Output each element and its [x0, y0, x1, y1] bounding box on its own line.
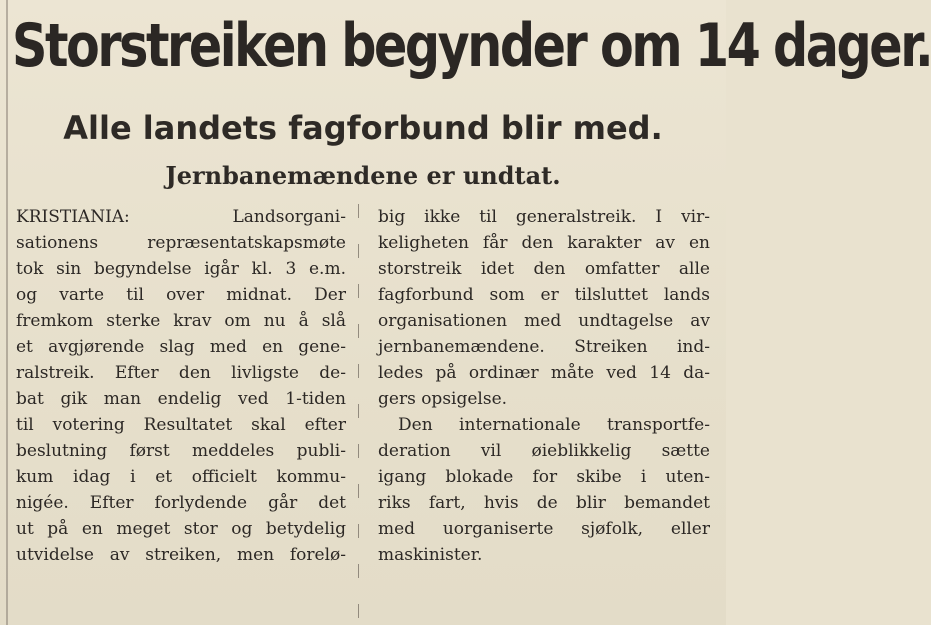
- text-line: storstreik idet den omfatter alle: [378, 259, 710, 279]
- text-line: riks fart, hvis de blir bemandet: [378, 493, 710, 513]
- text-line: beslutning først meddeles publi-: [16, 441, 346, 461]
- column-divider: [358, 204, 359, 624]
- text-line: gers opsigelse.: [378, 389, 508, 409]
- text-line: et avgjørende slag med en gene-: [16, 337, 346, 357]
- text-line: igang blokade for skibe i uten-: [378, 467, 710, 487]
- text-line: deration vil øieblikkelig sætte: [378, 441, 710, 461]
- text-line: ralstreik. Efter den livligste de-: [16, 363, 346, 383]
- article-column-left: [16, 204, 346, 568]
- text-line: fremkom sterke krav om nu å slå: [16, 311, 346, 331]
- subsubheadline: Jernbanemændene er undtat.: [165, 161, 561, 190]
- text-line: til votering Resultatet skal efter: [16, 415, 346, 435]
- text-line: Den internationale transportfe-: [398, 415, 710, 435]
- text-line: sationens repræsentatskapsmøte: [16, 233, 346, 253]
- text-line: tok sin begyndelse igår kl. 3 e.m.: [16, 259, 346, 279]
- article-column-right: [378, 204, 710, 568]
- left-margin-rule: [6, 0, 8, 625]
- text-line: nigée. Efter forlydende går det: [16, 493, 346, 513]
- text-line: og varte til over midnat. Der: [16, 285, 346, 305]
- text-line: kum idag i et officielt kommu-: [16, 467, 346, 487]
- text-line: bat gik man endelig ved 1-tiden: [16, 389, 346, 409]
- text-line: jernbanemændene. Streiken ind-: [378, 337, 710, 357]
- subheadline: Alle landets fagforbund blir med.: [63, 109, 663, 147]
- text-line: utvidelse av streiken, men forelø-: [16, 545, 346, 565]
- text-line: ledes på ordinær måte ved 14 da-: [378, 363, 710, 383]
- text-line: keligheten får den karakter av en: [378, 233, 710, 253]
- headline: Storstreiken begynder om 14 dager.: [12, 11, 931, 81]
- text-line: big ikke til generalstreik. I vir-: [378, 207, 710, 227]
- text-line: maskinister.: [378, 545, 483, 565]
- text-line: organisationen med undtagelse av: [378, 311, 710, 331]
- text-line: med uorganiserte sjøfolk, eller: [378, 519, 710, 539]
- text-line: KRISTIANIA: Landsorgani-: [16, 207, 346, 227]
- text-line: ut på en meget stor og betydelig: [16, 519, 346, 539]
- text-line: fagforbund som er tilsluttet lands: [378, 285, 710, 305]
